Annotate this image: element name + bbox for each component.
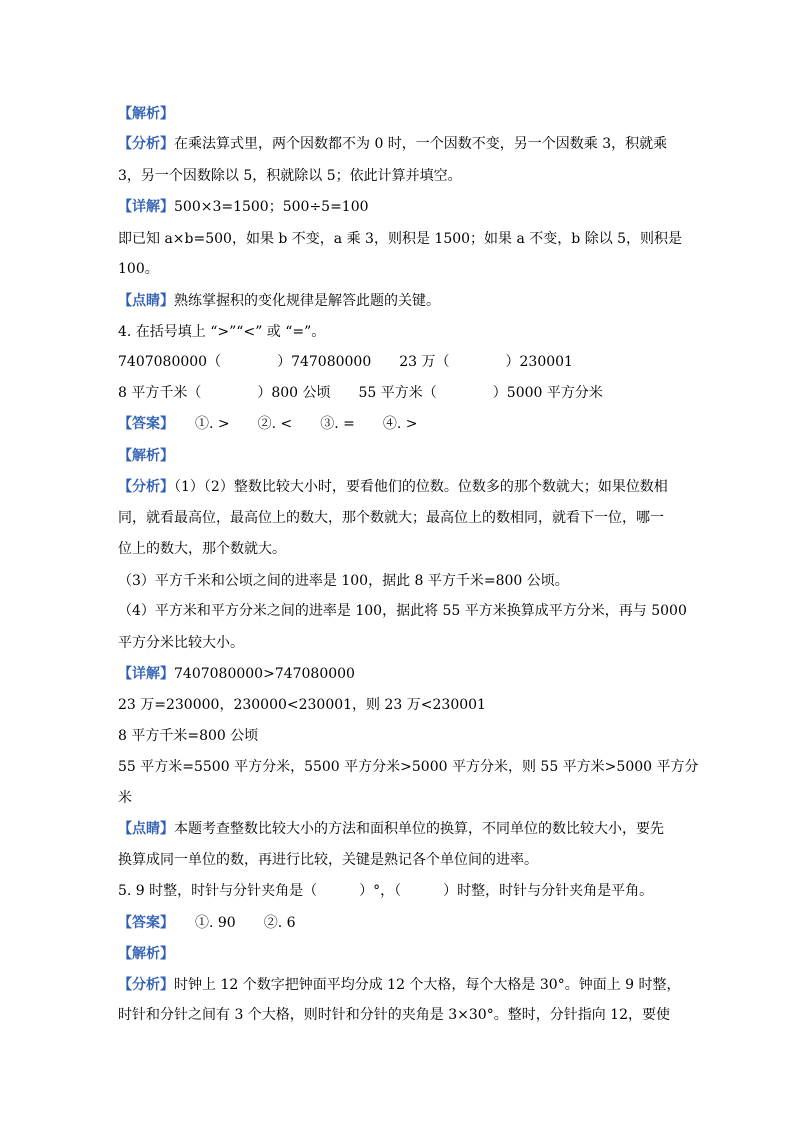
text-line — [118, 446, 678, 466]
line-text: 时钟上 12 个数字把钟面平均分成 12 个大格，每个大格是 30°。钟面上 9 时整， — [174, 977, 681, 993]
line-text: 米 — [118, 790, 132, 806]
text-line — [118, 539, 678, 559]
section-tag: 【解析】 — [118, 448, 174, 464]
text-line — [118, 166, 678, 186]
line-text: 平方分米比较大小。 — [118, 635, 244, 651]
text-line — [118, 571, 678, 591]
line-text: 500×3=1500；500÷5=100 — [174, 199, 369, 215]
line-text: （3）平方千米和公顷之间的进率是 100，据此 8 平方千米=800 公顷。 — [118, 573, 569, 589]
text-line — [118, 975, 681, 995]
text-line — [118, 134, 678, 154]
line-text: 3，另一个因数除以 5，积就除以 5；依此计算并填空。 — [118, 168, 462, 184]
text-line — [118, 819, 678, 839]
line-text: 熟练掌握积的变化规律是解答此题的关键。 — [174, 293, 440, 309]
text-line — [118, 850, 678, 870]
text-line — [118, 664, 678, 684]
section-tag: 【详解】 — [118, 666, 174, 682]
section-tag: 【答案】 — [118, 416, 167, 432]
text-line — [118, 695, 678, 715]
text-line — [118, 881, 678, 901]
line-text: 100。 — [118, 261, 159, 277]
line-text: 在乘法算式里，两个因数都不为 0 时，一个因数不变，另一个因数乘 3，积就乘 — [174, 136, 668, 152]
section-tag: 【点睛】 — [118, 821, 174, 837]
line-text: 同，就看最高位，最高位上的数大，那个数就大；最高位上的数相同，就看下一位，哪一 — [118, 510, 664, 526]
text-line — [118, 633, 678, 653]
line-text: （4）平方米和平方分米之间的进率是 100，据此将 55 平方米换算成平方分米，再与 5000 — [118, 603, 687, 619]
text-line — [118, 383, 678, 403]
line-text: 换算成同一单位的数，再进行比较，关键是熟记各个单位间的进率。 — [118, 852, 538, 868]
text-line — [118, 508, 678, 528]
section-tag: 【解析】 — [118, 946, 174, 962]
line-text: 位上的数大，那个数就大。 — [118, 541, 286, 557]
section-tag: 【分析】 — [118, 479, 174, 495]
text-line — [118, 291, 678, 311]
line-text: 8 平方千米（ ）800 公顷 55 平方米（ ）5000 平方分米 — [118, 385, 603, 401]
text-line — [118, 414, 678, 434]
line-text: 5. 9 时整，时针与分针夹角是（ ）°，（ ）时整，时针与分针夹角是平角。 — [118, 883, 654, 899]
line-text: 即已知 a×b=500，如果 b 不变，a 乘 3，则积是 1500；如果 a 不变，b 除以 5，则积是 — [118, 231, 683, 247]
section-tag: 【分析】 — [118, 977, 174, 993]
text-line — [118, 601, 687, 621]
line-text: ①. 90 ②. 6 — [167, 915, 296, 931]
section-tag: 【点睛】 — [118, 293, 174, 309]
text-line — [118, 913, 678, 933]
text-line — [118, 352, 678, 372]
line-text: ①. > ②. < ③. = ④. > — [167, 416, 418, 432]
text-line — [118, 757, 699, 777]
line-text: 8 平方千米=800 公顷 — [118, 728, 259, 744]
line-text: 7407080000（ ）747080000 23 万（ ）230001 — [118, 354, 573, 370]
text-line — [118, 944, 678, 964]
line-text: 本题考查整数比较大小的方法和面积单位的换算，不同单位的数比较大小，要先 — [174, 821, 664, 837]
section-tag: 【解析】 — [118, 106, 174, 122]
text-line — [118, 726, 678, 746]
text-line — [118, 104, 678, 124]
line-text: 7407080000>747080000 — [174, 666, 355, 682]
text-line — [118, 1005, 678, 1025]
text-line — [118, 259, 678, 279]
text-line — [118, 788, 678, 808]
line-text: 4. 在括号填上 “>”“<” 或 “=”。 — [118, 324, 326, 340]
line-text: 23 万=230000，230000<230001，则 23 万<230001 — [118, 697, 486, 713]
text-line — [118, 197, 678, 217]
section-tag: 【答案】 — [118, 915, 167, 931]
section-tag: 【分析】 — [118, 136, 174, 152]
line-text: 55 平方米=5500 平方分米，5500 平方分米>5000 平方分米，则 55 平方米>5000 平方分 — [118, 759, 699, 775]
section-tag: 【详解】 — [118, 199, 174, 215]
text-line — [118, 322, 678, 342]
line-text: （1）（2）整数比较大小时，要看他们的位数。位数多的那个数就大；如果位数相 — [174, 479, 668, 495]
line-text: 时针和分针之间有 3 个大格，则时针和分针的夹角是 3×30°。整时，分针指向 12，要使 — [118, 1007, 670, 1023]
text-line — [118, 229, 683, 249]
text-line — [118, 477, 678, 497]
